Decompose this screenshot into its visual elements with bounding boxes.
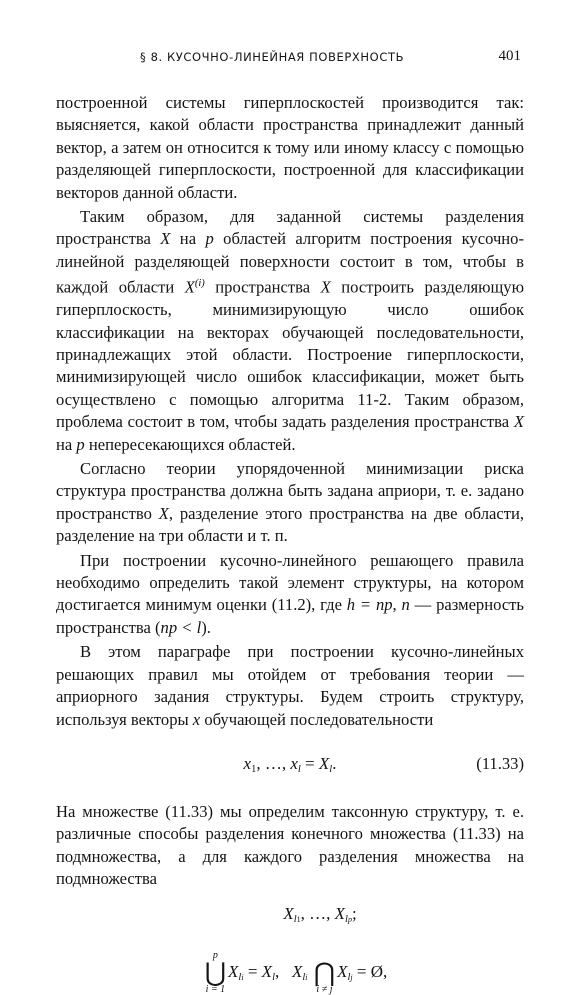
union-operator: p ⋃ i = 1 bbox=[204, 949, 227, 995]
equation-number: (11.33) bbox=[476, 753, 524, 773]
paragraph-3: Согласно теории упорядоченной минимизации риска структура пространства должна быть задана априори, т. е. задано пространство X, разделение этого пространства на две области, разделение на три области и т. п. bbox=[56, 459, 524, 546]
partition-conditions: p ⋃ i = 1 $X_{li} = X_l$, $X_{li}$ ⋂ i ≠ j $X_{lj}$ = Ø, bbox=[204, 949, 388, 995]
intersection-operator: ⋂ i ≠ j bbox=[313, 957, 336, 995]
empty-set-symbol: Ø bbox=[370, 961, 384, 981]
display-math bbox=[56, 903, 524, 995]
paragraph-4: При построении кусочно-линейного решающего правила необходимо определить такой элемент структуры, на котором достигается минимум оценки (11.2), где h = np, n — размерность пространства (np < l). bbox=[56, 550, 525, 637]
paragraph-2: Таким образом, для заданной системы разделения пространства X на p областей алгоритм построения кусочно-линейной разделяющей поверхности состоит в том, чтобы в каждой области $X^{(i)}$ пространства X построить разделяющую гиперплоскость, минимизирующую число ошибок классификации на векторах обучающей последовательности, принадлежащих этой области. Построение гиперплоскости, минимизирующей число ошибок классификации, может быть осуществлено с помощью алгоритма 11-2. Таким образом, проблема состоит в том, чтобы задать разделения пространства X на p непересекающихся областей. bbox=[56, 207, 524, 454]
equation-expression: $x_1$, …, $x_l = X_l$. bbox=[243, 753, 337, 775]
body-text bbox=[56, 92, 524, 995]
page-number: 401 bbox=[498, 48, 521, 64]
running-head: § 8. КУСОЧНО-ЛИНЕЙНАЯ ПОВЕРХНОСТЬ bbox=[140, 50, 405, 64]
equation-11-33 bbox=[56, 749, 524, 785]
subsets-expression: $X_{l1}$, …, $X_{lp}$; bbox=[283, 903, 357, 925]
paragraph-6: На множестве (11.33) мы определим таксонную структуру, т. е. различные способы разделения конечного множества (11.33) на подмножества, а для каждого разделения множества на подмножества bbox=[56, 801, 524, 889]
paragraph-1: построенной системы гиперплоскостей производится так: выясняется, какой области пространства принадлежит данный вектор, а затем он относится к тому или иному классу с помощью разделяющей гиперплоскости, построенной для классификации векторов данной области. bbox=[56, 93, 524, 202]
paragraph-5: В этом параграфе при построении кусочно-линейных решающих правил мы отойдем от требования теории — априорного задания структуры. Будем строить структуру, используя векторы x обучающей последовательности bbox=[56, 642, 524, 729]
